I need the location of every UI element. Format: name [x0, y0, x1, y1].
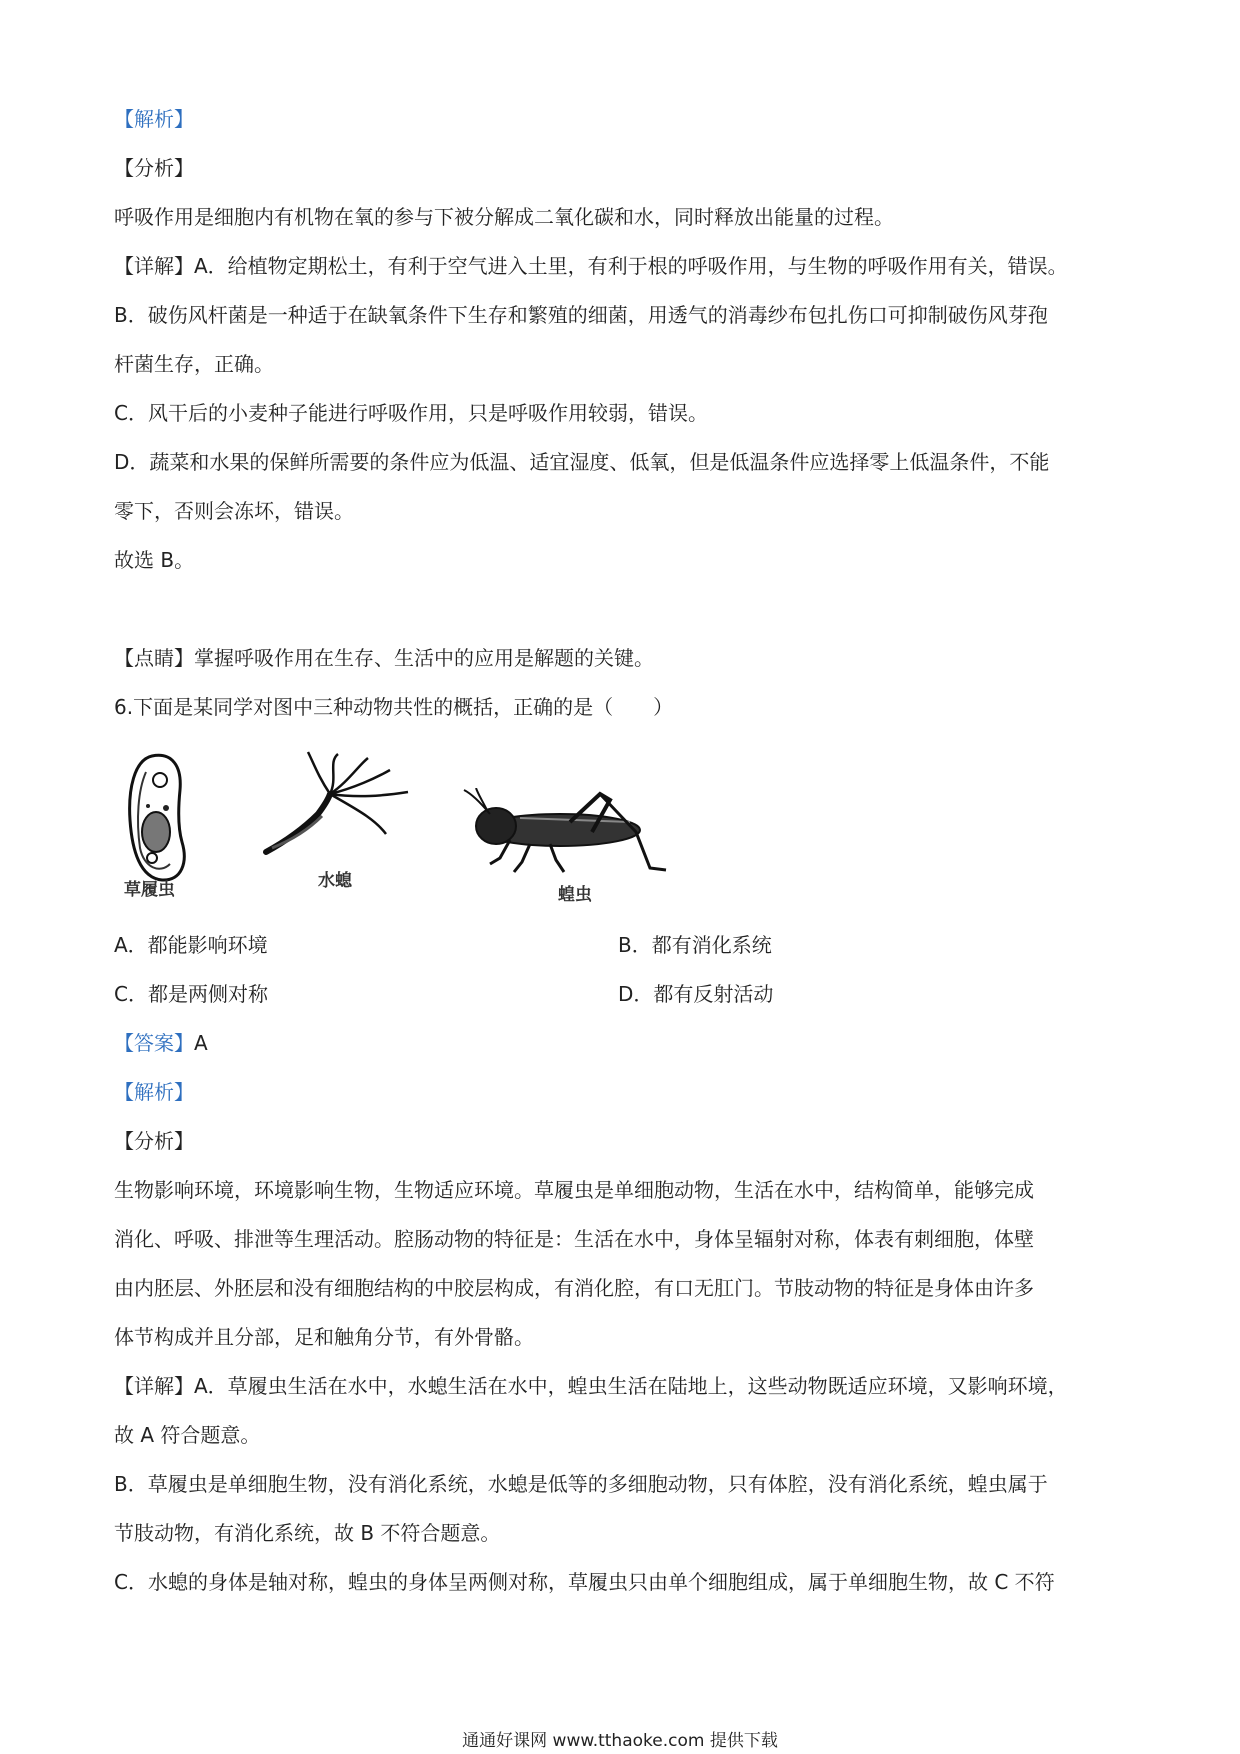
- q6-xiangjie-line-4: 节肢动物，有消化系统，故 B 不符合题意。: [114, 1521, 501, 1545]
- q6-fenxi-tag: 【分析】: [114, 1129, 194, 1153]
- answer-value: A: [194, 1031, 208, 1055]
- figure-label-hydra: 水螅: [318, 871, 352, 891]
- figure-label-grasshopper: 蝗虫: [558, 885, 592, 905]
- conclusion: 故选 B。: [114, 548, 195, 572]
- grasshopper-figure: [460, 788, 670, 878]
- analysis-tag: 【解析】: [114, 107, 194, 131]
- dianjing: 【点睛】掌握呼吸作用在生存、生活中的应用是解题的关键。: [114, 646, 654, 670]
- q6-xiangjie-line-2: 故 A 符合题意。: [114, 1423, 261, 1447]
- q6-fenxi-line-1: 生物影响环境，环境影响生物，生物适应环境。草履虫是单细胞动物，生活在水中，结构简单，能够完成: [114, 1178, 1034, 1202]
- option-b-explain-line1: B．破伤风杆菌是一种适于在缺氧条件下生存和繁殖的细菌，用透气的消毒纱布包扎伤口可抑制破伤风芽孢: [114, 303, 1048, 327]
- option-b-explain-line2: 杆菌生存，正确。: [114, 352, 274, 376]
- footer-watermark: 通通好课网 www.tthaoke.com 提供下载: [462, 1731, 778, 1751]
- option-d: D．都有反射活动: [618, 982, 774, 1006]
- option-d-explain-line2: 零下，否则会冻坏，错误。: [114, 499, 354, 523]
- hydra-figure: [258, 748, 418, 860]
- q6-analysis-tag: 【解析】: [114, 1080, 194, 1104]
- q6-fenxi-line-3: 由内胚层、外胚层和没有细胞结构的中胶层构成，有消化腔，有口无肛门。节肢动物的特征是身体由许多: [114, 1276, 1034, 1300]
- option-b: B．都有消化系统: [618, 933, 772, 957]
- answer-line: [114, 1030, 208, 1056]
- option-a: A．都能影响环境: [114, 933, 268, 957]
- option-d-explain-line1: D．蔬菜和水果的保鲜所需要的条件应为低温、适宜湿度、低氧，但是低温条件应选择零上低温条件，不能: [114, 450, 1050, 474]
- q6-fenxi-line-2: 消化、呼吸、排泄等生理活动。腔肠动物的特征是：生活在水中，身体呈辐射对称，体表有刺细胞，体壁: [114, 1227, 1034, 1251]
- fenxi-text: 呼吸作用是细胞内有机物在氧的参与下被分解成二氧化碳和水，同时释放出能量的过程。: [114, 205, 894, 229]
- xiangjie-a: 【详解】A．给植物定期松土，有利于空气进入土里，有利于根的呼吸作用，与生物的呼吸作用有关，错误。: [114, 254, 1068, 278]
- question-6-stem: 6.下面是某同学对图中三种动物共性的概括，正确的是（ ）: [114, 695, 674, 719]
- q6-fenxi-line-4: 体节构成并且分部，足和触角分节，有外骨骼。: [114, 1325, 534, 1349]
- option-c-explain: C．风干后的小麦种子能进行呼吸作用，只是呼吸作用较弱，错误。: [114, 401, 708, 425]
- figure-label-paramecium: 草履虫: [124, 880, 175, 900]
- fenxi-tag: 【分析】: [114, 156, 194, 180]
- q6-xiangjie-line-3: B．草履虫是单细胞生物，没有消化系统，水螅是低等的多细胞动物，只有体腔，没有消化系统，蝗虫属于: [114, 1472, 1048, 1496]
- q6-xiangjie-line-1: 【详解】A．草履虫生活在水中，水螅生活在水中，蝗虫生活在陆地上，这些动物既适应环境，又影响环境，: [114, 1374, 1068, 1398]
- paramecium-figure: [122, 750, 194, 885]
- answer-tag: 【答案】: [114, 1031, 194, 1055]
- q6-xiangjie-line-5: C．水螅的身体是轴对称，蝗虫的身体呈两侧对称，草履虫只由单个细胞组成，属于单细胞生物，故 C 不符: [114, 1570, 1055, 1594]
- option-c: C．都是两侧对称: [114, 982, 268, 1006]
